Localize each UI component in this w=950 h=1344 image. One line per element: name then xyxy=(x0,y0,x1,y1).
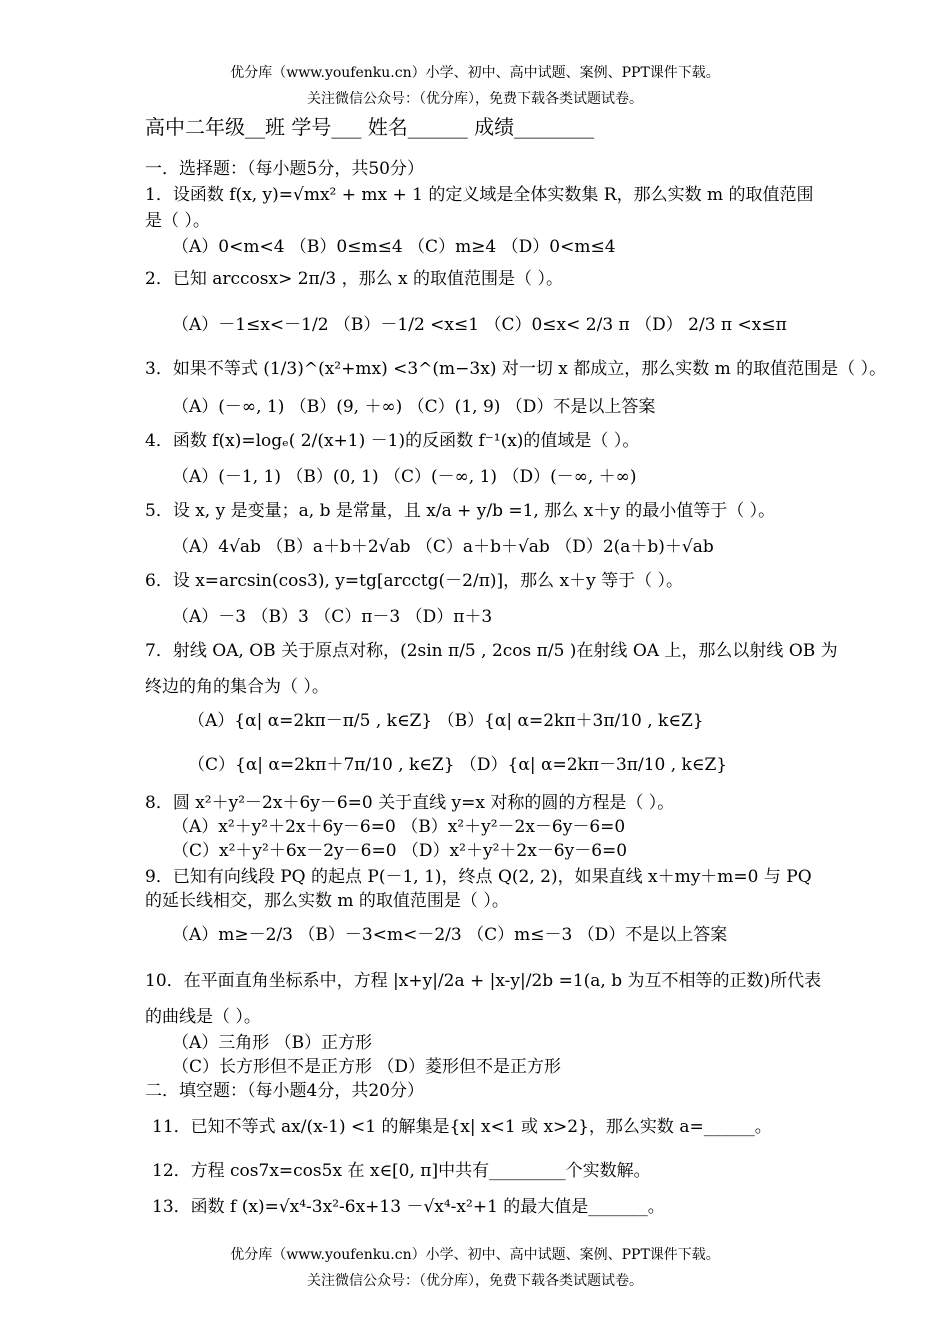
q2-options: （A）－1≤x<－1/2 （B）－1/2 <x≤1 （C）0≤x< 2/3 π （D） 2/3 π <x≤π xyxy=(172,315,787,335)
q4-options: （A）(－1, 1) （B）(0, 1) （C）(－∞, 1) （D）(－∞, ＋∞) xyxy=(172,467,637,487)
q13-stem: 13．函数 f (x)=√x⁴-3x²-6x+13 －√x⁴-x²+1 的最大值是_______。 xyxy=(152,1197,665,1217)
q6-options: （A）－3 （B）3 （C）π－3 （D）π＋3 xyxy=(172,607,493,627)
exam-title: 高中二年级__班 学号___ 姓名______ 成绩________ xyxy=(145,115,595,139)
q9-options: （A）m≥－2/3 （B）－3<m<－2/3 （C）m≤－3 （D）不是以上答案 xyxy=(172,925,728,945)
q8-options-2: （C）x²＋y²＋6x－2y－6=0 （D）x²＋y²＋2x－6y－6=0 xyxy=(172,841,628,861)
q2-stem: 2．已知 arccosx> 2π/3 ，那么 x 的取值范围是（ ）。 xyxy=(145,269,563,289)
q5-stem: 5．设 x, y 是变量；a, b 是常量，且 x/a + y/b =1, 那么 x＋y 的最小值等于（ ）。 xyxy=(145,501,776,521)
q9-line-b: 的延长线相交，那么实数 m 的取值范围是（ ）。 xyxy=(145,891,509,911)
section-2-heading: 二．填空题：（每小题4分，共20分） xyxy=(145,1081,424,1101)
q11-stem: 11．已知不等式 ax/(x-1) <1 的解集是{x| x<1 或 x>2}，那么实数 a=______。 xyxy=(152,1117,772,1137)
q1-line-b: 是（ ）。 xyxy=(145,211,210,231)
q8-stem: 8．圆 x²＋y²－2x＋6y－6=0 关于直线 y=x 对称的圆的方程是（ ）。 xyxy=(145,793,675,813)
q12-stem: 12．方程 cos7x=cos5x 在 x∈[0, π]中共有_________个实数解。 xyxy=(152,1161,651,1181)
q7-options-2: （C）{α| α=2kπ＋7π/10 , k∈Z} （D）{α| α=2kπ－3π/10 , k∈Z} xyxy=(188,755,728,775)
q7-options-1: （A）{α| α=2kπ－π/5 , k∈Z} （B）{α| α=2kπ＋3π/10 , k∈Z} xyxy=(188,711,704,731)
q6-stem: 6．设 x=arcsin(cos3), y=tg[arcctg(－2/π)]，那么 x＋y 等于（ ）。 xyxy=(145,571,684,591)
section-1-heading: 一．选择题：（每小题5分，共50分） xyxy=(145,159,424,179)
q3-options: （A）(－∞, 1) （B）(9, ＋∞) （C）(1, 9) （D）不是以上答案 xyxy=(172,397,656,417)
q10-options-1: （A）三角形 （B）正方形 xyxy=(172,1033,373,1053)
header-line-1: 优分库（www.youfenku.cn）小学、初中、高中试题、案例、PPT课件下载。 xyxy=(230,65,720,81)
footer-line-1: 优分库（www.youfenku.cn）小学、初中、高中试题、案例、PPT课件下载。 xyxy=(230,1247,720,1263)
q4-stem: 4．函数 f(x)=logₑ( 2/(x+1) －1)的反函数 f⁻¹(x)的值域是（ ）。 xyxy=(145,431,640,451)
q8-options-1: （A）x²＋y²＋2x＋6y－6=0 （B）x²＋y²－2x－6y－6=0 xyxy=(172,817,626,837)
q5-options: （A）4√ab （B）a＋b＋2√ab （C）a＋b＋√ab （D）2(a＋b)＋√ab xyxy=(172,537,714,557)
q3-stem: 3．如果不等式 (1/3)^(x²+mx) <3^(m−3x) 对一切 x 都成立，那么实数 m 的取值范围是（ ）。 xyxy=(145,359,887,379)
q10-options-2: （C）长方形但不是正方形 （D）菱形但不是正方形 xyxy=(172,1057,562,1077)
q10-line-a: 10．在平面直角坐标系中，方程 |x+y|/2a + |x-y|/2b =1(a, b 为互不相等的正数)所代表 xyxy=(145,971,822,991)
q7-line-a: 7．射线 OA, OB 关于原点对称，(2sin π/5 , 2cos π/5 )在射线 OA 上，那么以射线 OB 为 xyxy=(145,641,838,661)
footer-line-2: 关注微信公众号：（优分库），免费下载各类试题试卷。 xyxy=(307,1273,643,1289)
header-line-2: 关注微信公众号：（优分库），免费下载各类试题试卷。 xyxy=(307,91,643,107)
q7-line-b: 终边的角的集合为（ ）。 xyxy=(145,677,329,697)
q9-line-a: 9．已知有向线段 PQ 的起点 P(－1, 1)，终点 Q(2, 2)，如果直线 x＋my＋m=0 与 PQ xyxy=(145,867,812,887)
q1-options: （A）0<m<4 （B）0≤m≤4 （C）m≥4 （D）0<m≤4 xyxy=(172,237,616,257)
q1-line-a: 1．设函数 f(x, y)=√mx² + mx + 1 的定义域是全体实数集 R，那么实数 m 的取值范围 xyxy=(145,185,814,205)
q10-line-b: 的曲线是（ ）。 xyxy=(145,1007,261,1027)
